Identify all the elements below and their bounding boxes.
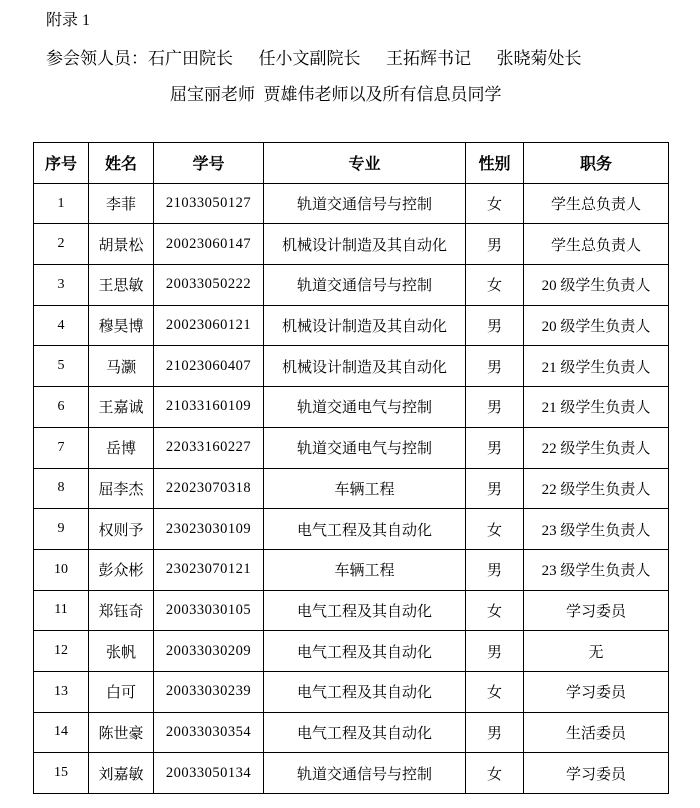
table-cell-student-id: 21033160109 bbox=[154, 387, 264, 428]
table-cell-major: 轨道交通信号与控制 bbox=[264, 753, 466, 794]
table-cell-student-id: 20033030354 bbox=[154, 712, 264, 753]
table-cell-index: 13 bbox=[34, 671, 89, 712]
table-cell-index: 9 bbox=[34, 509, 89, 550]
table-row bbox=[34, 346, 669, 387]
roster-table-head bbox=[34, 143, 669, 184]
table-cell-position: 22 级学生负责人 bbox=[524, 468, 669, 509]
table-cell-name: 穆昊博 bbox=[89, 305, 154, 346]
table-cell-major: 电气工程及其自动化 bbox=[264, 671, 466, 712]
table-cell-student-id: 20033030105 bbox=[154, 590, 264, 631]
table-cell-position: 学习委员 bbox=[524, 590, 669, 631]
table-cell-position: 学生总负责人 bbox=[524, 183, 669, 224]
header-student-id: 学号 bbox=[154, 143, 264, 184]
table-row bbox=[34, 305, 669, 346]
table-cell-index: 10 bbox=[34, 549, 89, 590]
table-cell-student-id: 22033160227 bbox=[154, 427, 264, 468]
table-header-row bbox=[34, 143, 669, 184]
table-row bbox=[34, 549, 669, 590]
table-cell-gender: 女 bbox=[466, 590, 524, 631]
table-cell-name: 陈世豪 bbox=[89, 712, 154, 753]
table-cell-position: 21 级学生负责人 bbox=[524, 387, 669, 428]
table-cell-name: 郑钰奇 bbox=[89, 590, 154, 631]
table-cell-index: 2 bbox=[34, 224, 89, 265]
table-cell-major: 轨道交通电气与控制 bbox=[264, 427, 466, 468]
table-cell-index: 3 bbox=[34, 265, 89, 306]
table-cell-index: 7 bbox=[34, 427, 89, 468]
table-row bbox=[34, 753, 669, 794]
table-row bbox=[34, 590, 669, 631]
table-cell-student-id: 20033050134 bbox=[154, 753, 264, 794]
table-cell-major: 车辆工程 bbox=[264, 549, 466, 590]
table-cell-gender: 男 bbox=[466, 387, 524, 428]
table-cell-student-id: 20023060147 bbox=[154, 224, 264, 265]
appendix-label: 附录 1 bbox=[46, 12, 91, 29]
table-cell-name: 王思敏 bbox=[89, 265, 154, 306]
header-index: 序号 bbox=[34, 143, 89, 184]
roster-table bbox=[33, 142, 669, 794]
table-cell-name: 权则予 bbox=[89, 509, 154, 550]
table-cell-gender: 女 bbox=[466, 265, 524, 306]
table-cell-name: 胡景松 bbox=[89, 224, 154, 265]
table-cell-student-id: 22023070318 bbox=[154, 468, 264, 509]
table-cell-gender: 男 bbox=[466, 305, 524, 346]
table-cell-gender: 女 bbox=[466, 509, 524, 550]
table-cell-position: 20 级学生负责人 bbox=[524, 305, 669, 346]
table-cell-position: 生活委员 bbox=[524, 712, 669, 753]
table-cell-gender: 男 bbox=[466, 631, 524, 672]
table-row bbox=[34, 427, 669, 468]
table-cell-index: 8 bbox=[34, 468, 89, 509]
table-cell-index: 15 bbox=[34, 753, 89, 794]
table-cell-major: 机械设计制造及其自动化 bbox=[264, 346, 466, 387]
table-row bbox=[34, 631, 669, 672]
table-cell-student-id: 23023070121 bbox=[154, 549, 264, 590]
table-cell-gender: 女 bbox=[466, 753, 524, 794]
table-cell-student-id: 21023060407 bbox=[154, 346, 264, 387]
table-cell-index: 5 bbox=[34, 346, 89, 387]
table-cell-gender: 女 bbox=[466, 671, 524, 712]
table-cell-index: 14 bbox=[34, 712, 89, 753]
table-cell-index: 4 bbox=[34, 305, 89, 346]
table-cell-student-id: 20033030239 bbox=[154, 671, 264, 712]
table-cell-major: 电气工程及其自动化 bbox=[264, 509, 466, 550]
table-cell-position: 23 级学生负责人 bbox=[524, 549, 669, 590]
table-cell-gender: 男 bbox=[466, 224, 524, 265]
table-row bbox=[34, 183, 669, 224]
roster-table-body bbox=[34, 183, 669, 793]
table-cell-gender: 女 bbox=[466, 183, 524, 224]
table-cell-major: 电气工程及其自动化 bbox=[264, 631, 466, 672]
table-row bbox=[34, 671, 669, 712]
table-cell-student-id: 23023030109 bbox=[154, 509, 264, 550]
attendees-line-1: 参会领人员：石广田院长 任小文副院长 王拓辉书记 张晓菊处长 bbox=[46, 49, 582, 68]
table-cell-position: 学生总负责人 bbox=[524, 224, 669, 265]
table-cell-position: 23 级学生负责人 bbox=[524, 509, 669, 550]
table-cell-gender: 男 bbox=[466, 346, 524, 387]
table-cell-position: 学习委员 bbox=[524, 753, 669, 794]
header-name: 姓名 bbox=[89, 143, 154, 184]
table-row bbox=[34, 265, 669, 306]
table-cell-name: 马灏 bbox=[89, 346, 154, 387]
table-cell-position: 无 bbox=[524, 631, 669, 672]
table-cell-name: 李菲 bbox=[89, 183, 154, 224]
table-cell-student-id: 20033030209 bbox=[154, 631, 264, 672]
table-cell-position: 20 级学生负责人 bbox=[524, 265, 669, 306]
table-cell-gender: 男 bbox=[466, 427, 524, 468]
table-cell-major: 电气工程及其自动化 bbox=[264, 712, 466, 753]
table-cell-position: 学习委员 bbox=[524, 671, 669, 712]
table-cell-index: 12 bbox=[34, 631, 89, 672]
table-row bbox=[34, 712, 669, 753]
table-cell-major: 电气工程及其自动化 bbox=[264, 590, 466, 631]
table-row bbox=[34, 509, 669, 550]
table-row bbox=[34, 224, 669, 265]
table-cell-name: 白可 bbox=[89, 671, 154, 712]
table-cell-gender: 男 bbox=[466, 549, 524, 590]
table-row bbox=[34, 468, 669, 509]
table-cell-name: 屈李杰 bbox=[89, 468, 154, 509]
table-cell-name: 王嘉诚 bbox=[89, 387, 154, 428]
table-cell-student-id: 20023060121 bbox=[154, 305, 264, 346]
table-cell-major: 轨道交通信号与控制 bbox=[264, 183, 466, 224]
table-cell-major: 机械设计制造及其自动化 bbox=[264, 305, 466, 346]
table-cell-index: 6 bbox=[34, 387, 89, 428]
table-cell-name: 彭众彬 bbox=[89, 549, 154, 590]
table-cell-major: 轨道交通信号与控制 bbox=[264, 265, 466, 306]
table-cell-name: 岳博 bbox=[89, 427, 154, 468]
header-gender: 性别 bbox=[466, 143, 524, 184]
attendees-line-2: 屈宝丽老师 贾雄伟老师以及所有信息员同学 bbox=[170, 85, 502, 104]
table-cell-major: 车辆工程 bbox=[264, 468, 466, 509]
table-cell-gender: 男 bbox=[466, 712, 524, 753]
table-cell-index: 1 bbox=[34, 183, 89, 224]
table-cell-position: 22 级学生负责人 bbox=[524, 427, 669, 468]
table-cell-major: 机械设计制造及其自动化 bbox=[264, 224, 466, 265]
table-cell-name: 张帆 bbox=[89, 631, 154, 672]
table-cell-student-id: 21033050127 bbox=[154, 183, 264, 224]
table-cell-student-id: 20033050222 bbox=[154, 265, 264, 306]
table-cell-major: 轨道交通电气与控制 bbox=[264, 387, 466, 428]
table-cell-index: 11 bbox=[34, 590, 89, 631]
table-row bbox=[34, 387, 669, 428]
table-cell-gender: 男 bbox=[466, 468, 524, 509]
table-cell-name: 刘嘉敏 bbox=[89, 753, 154, 794]
header-position: 职务 bbox=[524, 143, 669, 184]
header-major: 专业 bbox=[264, 143, 466, 184]
table-cell-position: 21 级学生负责人 bbox=[524, 346, 669, 387]
